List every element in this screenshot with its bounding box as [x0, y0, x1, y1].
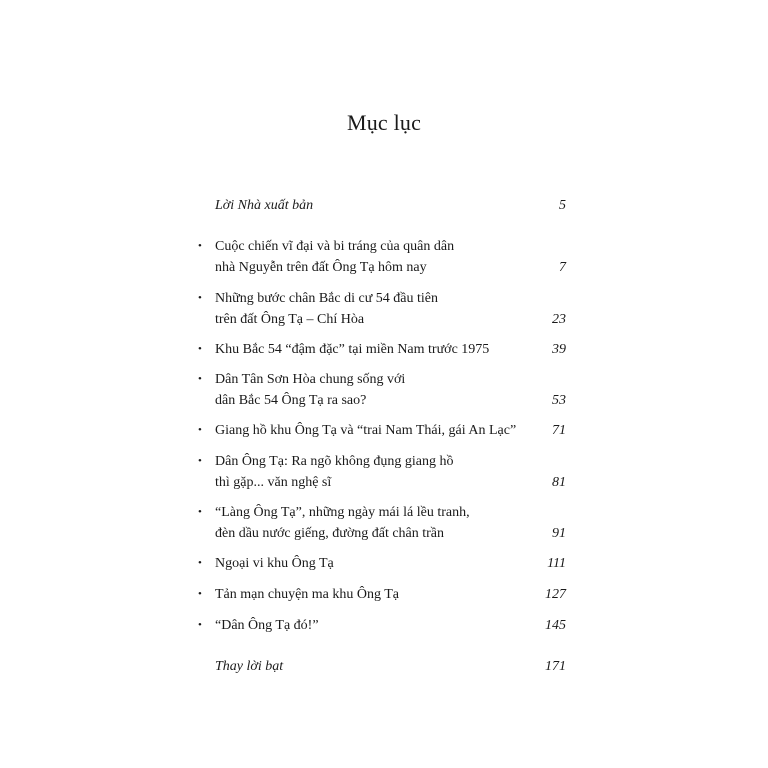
toc-entry-label: “Làng Ông Tạ”, những ngày mái lá lều tranh, đèn dầu nước giếng, đường đất chân trần [215, 505, 470, 541]
toc-entry-label: Khu Bắc 54 “đậm đặc” tại miền Nam trước 1975 [215, 342, 490, 357]
toc-entry-label: Những bước chân Bắc di cư 54 đầu tiên trên đất Ông Tạ – Chí Hòa [215, 291, 438, 327]
bullet: • [198, 619, 202, 631]
toc-entry-page: 127 [545, 587, 566, 602]
bullet: • [198, 373, 202, 385]
page-title: Mục lục [346, 110, 422, 135]
bullet: • [198, 240, 202, 252]
bullet: • [198, 343, 202, 355]
toc-entry-page: 71 [552, 423, 566, 438]
toc-entry-page: 111 [547, 556, 566, 571]
toc-entry-page: 39 [552, 342, 566, 357]
toc-entry-label: Giang hồ khu Ông Tạ và “trai Nam Thái, gái An Lạc” [215, 423, 517, 438]
toc-entry-page: 5 [559, 198, 566, 213]
bullet: • [198, 292, 202, 304]
bullet: • [198, 424, 202, 436]
toc-entry-page: 171 [545, 659, 566, 674]
toc-entry-page: 81 [552, 475, 566, 490]
bullet: • [198, 588, 202, 600]
bullet: • [198, 506, 202, 518]
toc-entry-label: Thay lời bạt [215, 659, 284, 674]
toc-entry-label: Cuộc chiến vĩ đại và bi tráng của quân dân nhà Nguyễn trên đất Ông Tạ hôm nay [215, 239, 455, 275]
toc-entry-label: Lời Nhà xuất bản [215, 198, 314, 213]
toc-entry-page: 145 [545, 618, 566, 633]
bullet: • [198, 557, 202, 569]
toc-entry-label: Dân Ông Tạ: Ra ngõ không đụng giang hồ thì gặp... văn nghệ sĩ [215, 454, 454, 490]
toc-entry-label: Tản mạn chuyện ma khu Ông Tạ [215, 587, 400, 602]
toc-entry-page: 23 [552, 312, 566, 327]
toc-entry-label: Dân Tân Sơn Hòa chung sống với dân Bắc 54 Ông Tạ ra sao? [215, 372, 406, 408]
toc-entry-page: 91 [552, 526, 566, 541]
toc-entry-label: “Dân Ông Tạ đó!” [215, 618, 319, 633]
toc-entry-page: 53 [552, 393, 566, 408]
bullet: • [198, 455, 202, 467]
toc-entry-page: 7 [559, 260, 566, 275]
toc-entry-label: Ngoại vi khu Ông Tạ [215, 556, 334, 571]
